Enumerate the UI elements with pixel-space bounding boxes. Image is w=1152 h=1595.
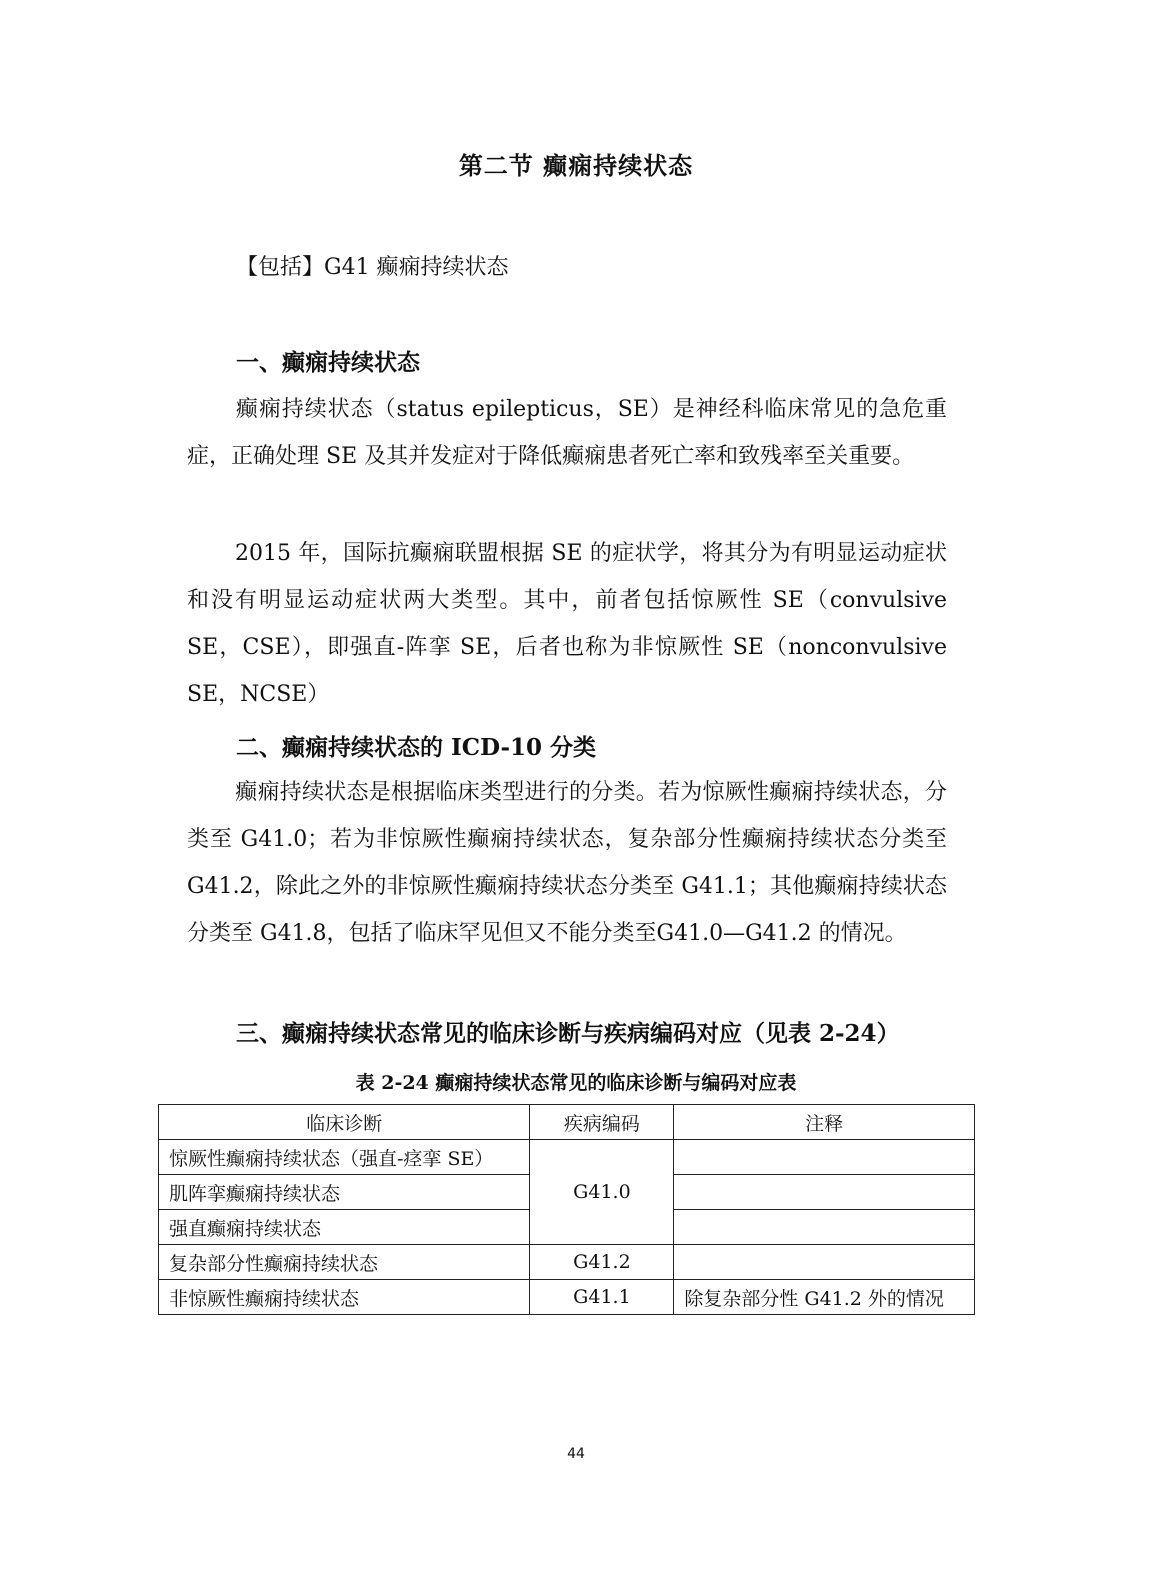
page-number: 44 xyxy=(567,1446,585,1462)
cell-diagnosis: 复杂部分性癫痫持续状态 xyxy=(159,1245,530,1280)
diagnosis-code-table xyxy=(158,1104,975,1315)
paragraph-icd10-classification xyxy=(187,769,947,957)
heading-3: 三、癫痫持续状态常见的临床诊断与疾病编码对应（见表 2-24） xyxy=(236,1020,900,1047)
heading-2: 二、癫痫持续状态的 ICD-10 分类 xyxy=(236,734,597,761)
cell-diagnosis: 惊厥性癫痫持续状态（强直-痉挛 SE） xyxy=(159,1140,530,1175)
table-row xyxy=(159,1280,975,1315)
paragraph-text: 癫痫持续状态（status epilepticus，SE）是神经科临床常见的急危重症，正确处理 SE 及其并发症对于降低癫痫患者死亡率和致残率至关重要。 xyxy=(187,397,947,469)
cell-note xyxy=(674,1245,975,1280)
paragraph-se-definition xyxy=(187,386,947,480)
cell-code: G41.0 xyxy=(530,1140,674,1245)
cell-code: G41.1 xyxy=(530,1280,674,1315)
cell-diagnosis: 强直癫痫持续状态 xyxy=(159,1210,530,1245)
paragraph-text: 2015 年，国际抗癫痫联盟根据 SE 的症状学，将其分为有明显运动症状和没有明显运动症状两大类型。其中，前者包括惊厥性 SE（convulsive SE，CSE），即强直-阵挛 SE，后者也称为非惊厥性 SE（nonconvulsive SE，NCSE） xyxy=(187,541,947,707)
header-diagnosis: 临床诊断 xyxy=(159,1105,530,1140)
cell-note xyxy=(674,1140,975,1175)
section-title: 第二节 癫痫持续状态 xyxy=(458,151,694,180)
cell-code: G41.2 xyxy=(530,1245,674,1280)
cell-diagnosis: 非惊厥性癫痫持续状态 xyxy=(159,1280,530,1315)
cell-diagnosis: 肌阵挛癫痫持续状态 xyxy=(159,1175,530,1210)
cell-note: 除复杂部分性 G41.2 外的情况 xyxy=(674,1280,975,1315)
table-row xyxy=(159,1245,975,1280)
table-row xyxy=(159,1140,975,1175)
paragraph-text: 癫痫持续状态是根据临床类型进行的分类。若为惊厥性癫痫持续状态，分类至 G41.0；若为非惊厥性癫痫持续状态，复杂部分性癫痫持续状态分类至 G41.2，除此之外的非惊厥性癫痫持续状态分类至 G41.1；其他癫痫持续状态分类至 G41.8，包括了临床罕见但又不能分类至G41.0—G41.2 的情况。 xyxy=(187,780,947,946)
table-header-row xyxy=(159,1105,975,1140)
header-note: 注释 xyxy=(674,1105,975,1140)
cell-note xyxy=(674,1175,975,1210)
include-line: 【包括】G41 癫痫持续状态 xyxy=(236,255,509,280)
header-code: 疾病编码 xyxy=(530,1105,674,1140)
heading-1: 一、癫痫持续状态 xyxy=(236,349,420,376)
cell-note xyxy=(674,1210,975,1245)
table-caption: 表 2-24 癫痫持续状态常见的临床诊断与编码对应表 xyxy=(355,1072,797,1094)
paragraph-se-classification xyxy=(187,530,947,718)
